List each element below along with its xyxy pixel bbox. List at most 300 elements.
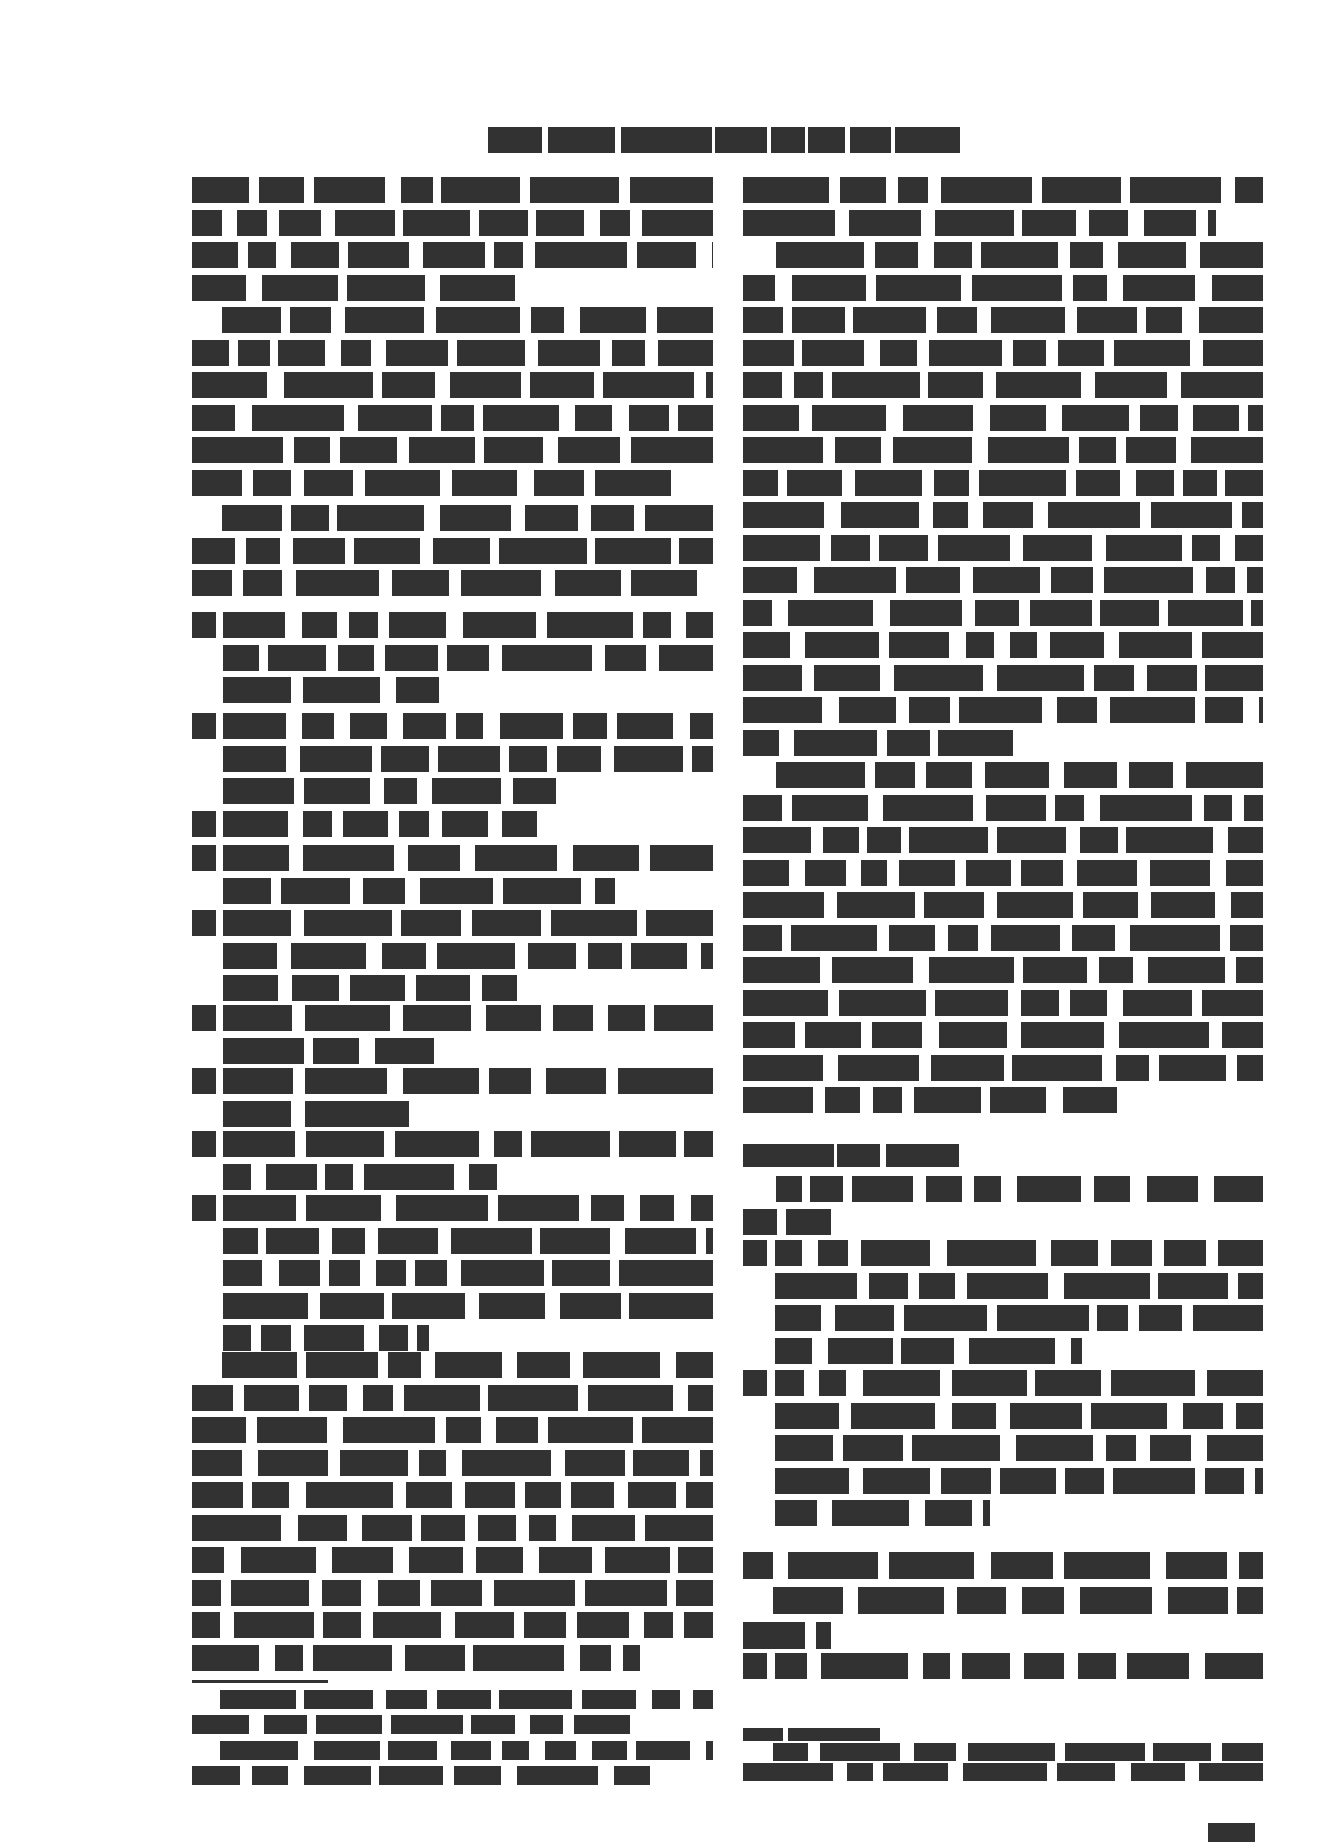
- redacted-word: [853, 307, 926, 333]
- paragraph-line: [743, 730, 1013, 756]
- redacted-word: [678, 405, 713, 431]
- redacted-word: [313, 1038, 359, 1064]
- paragraph-line: [192, 1715, 630, 1734]
- redacted-word: [935, 210, 1014, 236]
- paragraph-line: [776, 1176, 1263, 1202]
- redacted-word: [531, 1131, 610, 1157]
- redacted-word: [983, 502, 1033, 528]
- redacted-word: [642, 1417, 713, 1443]
- redacted-word: [440, 505, 511, 531]
- redacted-word: [985, 762, 1049, 788]
- redacted-word: [517, 1352, 570, 1378]
- redacted-word: [524, 1612, 566, 1638]
- redacted-word: [975, 600, 1019, 626]
- redacted-word: [837, 892, 915, 918]
- list-item-line: [223, 1325, 429, 1351]
- redacted-word: [887, 730, 930, 756]
- redacted-word: [818, 1240, 848, 1266]
- redacted-word: [238, 340, 270, 366]
- redacted-word: [890, 600, 962, 626]
- list-item-line: [775, 1370, 1263, 1396]
- redacted-word: [486, 1005, 541, 1031]
- redacted-word: [743, 567, 797, 593]
- redacted-word: [835, 437, 881, 463]
- redacted-word: [452, 470, 517, 496]
- redacted-word: [743, 990, 828, 1016]
- redacted-word: [1205, 697, 1243, 723]
- redacted-word: [553, 1005, 593, 1031]
- redacted-word: [1236, 957, 1263, 983]
- redacted-word: [234, 1612, 314, 1638]
- redacted-word: [577, 1612, 629, 1638]
- redacted-word: [973, 567, 1040, 593]
- redacted-word: [743, 307, 783, 333]
- redacted-word: [192, 1580, 221, 1606]
- redacted-word: [1106, 1435, 1136, 1461]
- redacted-word: [926, 1176, 962, 1202]
- redacted-word: [241, 1547, 316, 1573]
- redacted-word: [483, 405, 559, 431]
- redacted-word: [1077, 307, 1137, 333]
- redacted-word: [1099, 957, 1133, 983]
- redacted-word: [454, 1766, 501, 1785]
- paragraph-line: [192, 538, 713, 564]
- redacted-word: [1119, 632, 1192, 658]
- redacted-word: [192, 1417, 246, 1443]
- redacted-word: [1144, 210, 1196, 236]
- redacted-word: [222, 505, 282, 531]
- redacted-word: [939, 1022, 1007, 1048]
- redacted-word: [509, 746, 547, 772]
- redacted-word: [223, 778, 294, 804]
- redacted-word: [530, 177, 619, 203]
- redacted-word: [473, 1645, 564, 1671]
- redacted-word: [275, 1645, 303, 1671]
- redacted-word: [304, 910, 392, 936]
- redacted-word: [938, 535, 1010, 561]
- redacted-word: [257, 1417, 327, 1443]
- redacted-word: [743, 437, 823, 463]
- redacted-word: [437, 943, 515, 969]
- redacted-word: [1205, 1468, 1244, 1494]
- redacted-word: [788, 600, 873, 626]
- redacted-word: [284, 372, 373, 398]
- redacted-word: [545, 1741, 576, 1760]
- redacted-word: [899, 860, 955, 886]
- redacted-word: [192, 1385, 233, 1411]
- redacted-word: [322, 1580, 361, 1606]
- paragraph-line: [743, 892, 1263, 918]
- redacted-word: [529, 1515, 556, 1541]
- redacted-word: [990, 405, 1046, 431]
- redacted-word: [1126, 827, 1213, 853]
- redacted-word: [1064, 762, 1117, 788]
- redacted-word: [222, 1352, 297, 1378]
- redacted-word: [340, 1450, 408, 1476]
- redacted-word: [658, 340, 713, 366]
- redacted-word: [595, 878, 615, 904]
- redacted-word: [743, 1552, 773, 1579]
- redacted-word: [1057, 697, 1097, 723]
- redacted-word: [968, 1743, 1055, 1761]
- paragraph-line: [192, 275, 515, 301]
- redacted-word: [776, 762, 865, 788]
- redacted-word: [654, 1005, 713, 1031]
- redacted-word: [1199, 307, 1263, 333]
- redacted-word: [1218, 1240, 1263, 1266]
- redacted-word: [192, 538, 235, 564]
- redacted-word: [1164, 1240, 1206, 1266]
- redacted-word: [743, 340, 794, 366]
- redacted-word: [1023, 957, 1087, 983]
- paragraph-line: [192, 1417, 713, 1443]
- redacted-word: [1235, 535, 1263, 561]
- redacted-word: [259, 177, 304, 203]
- redacted-word: [1130, 925, 1220, 951]
- redacted-word: [637, 242, 696, 268]
- redacted-word: [952, 1370, 1027, 1396]
- list-item-line: [223, 910, 713, 936]
- paragraph-line: [743, 925, 1263, 951]
- redacted-word: [558, 437, 620, 463]
- list-item-line: [223, 1228, 713, 1254]
- redacted-word: [1244, 795, 1263, 821]
- list-item-line: [775, 1240, 1263, 1266]
- paragraph-line: [192, 1612, 713, 1638]
- redacted-word: [580, 307, 646, 333]
- redacted-word: [743, 177, 829, 203]
- redacted-word: [678, 1547, 713, 1573]
- redacted-word: [585, 1580, 667, 1606]
- redacted-word: [253, 470, 291, 496]
- redacted-word: [933, 502, 968, 528]
- redacted-word: [676, 1580, 713, 1606]
- list-number-marker: [743, 1370, 767, 1396]
- redacted-word: [1013, 340, 1046, 366]
- redacted-word: [220, 1741, 298, 1760]
- redacted-word: [684, 1612, 713, 1638]
- redacted-word: [223, 975, 278, 1001]
- list-item-line: [223, 1164, 497, 1190]
- redacted-word: [316, 1715, 382, 1734]
- redacted-word: [546, 1068, 606, 1094]
- redacted-word: [692, 746, 713, 772]
- redacted-word: [743, 470, 778, 496]
- paragraph-line: [220, 1690, 713, 1709]
- redacted-word: [332, 1228, 365, 1254]
- redacted-word: [354, 538, 420, 564]
- redacted-word: [350, 713, 387, 739]
- redacted-word: [551, 910, 637, 936]
- redacted-word: [788, 1728, 880, 1741]
- redacted-word: [1048, 502, 1140, 528]
- redacted-word: [743, 405, 799, 431]
- redacted-word: [858, 1587, 944, 1614]
- redacted-word: [880, 340, 917, 366]
- paragraph-line: [743, 1022, 1263, 1048]
- redacted-word: [875, 242, 918, 268]
- redacted-word: [1151, 892, 1215, 918]
- redacted-word: [823, 827, 859, 853]
- paragraph-line: [743, 990, 1263, 1016]
- redacted-word: [825, 1087, 860, 1113]
- redacted-word: [461, 570, 541, 596]
- redacted-word: [935, 990, 1008, 1016]
- redacted-word: [1022, 1587, 1064, 1614]
- redacted-word: [557, 746, 601, 772]
- redacted-word: [775, 1468, 849, 1494]
- paragraph-line: [192, 437, 713, 463]
- redacted-word: [575, 405, 612, 431]
- redacted-word: [1064, 1552, 1150, 1579]
- redacted-word: [420, 878, 493, 904]
- redacted-word: [1097, 1305, 1128, 1331]
- redacted-word: [612, 340, 645, 366]
- redacted-word: [997, 665, 1084, 691]
- list-number-marker: [743, 1240, 767, 1266]
- redacted-word: [1151, 502, 1232, 528]
- redacted-word: [972, 275, 1062, 301]
- redacted-word: [583, 1352, 660, 1378]
- redacted-word: [867, 827, 901, 853]
- redacted-word: [192, 177, 249, 203]
- redacted-word: [773, 1743, 808, 1761]
- redacted-word: [1104, 567, 1193, 593]
- redacted-word: [1126, 437, 1176, 463]
- redacted-word: [743, 1055, 823, 1081]
- redacted-word: [461, 1260, 544, 1286]
- redacted-word: [1010, 1403, 1082, 1429]
- redacted-word: [222, 307, 281, 333]
- list-item-line: [223, 612, 713, 638]
- redacted-word: [1118, 242, 1186, 268]
- paragraph-line: [743, 1209, 831, 1235]
- redacted-word: [979, 470, 1066, 496]
- redacted-word: [981, 242, 1058, 268]
- redacted-word: [690, 713, 713, 739]
- redacted-word: [929, 957, 1014, 983]
- redacted-word: [794, 372, 823, 398]
- redacted-word: [743, 860, 789, 886]
- redacted-word: [1116, 1055, 1149, 1081]
- end-of-article-mark: [1208, 1823, 1255, 1842]
- redacted-word: [223, 811, 288, 837]
- redacted-word: [580, 1645, 611, 1671]
- redacted-word: [883, 1763, 948, 1781]
- redacted-word: [488, 127, 542, 153]
- redacted-word: [246, 538, 280, 564]
- redacted-word: [820, 1743, 900, 1761]
- redacted-word: [223, 1228, 258, 1254]
- redacted-word: [261, 1325, 291, 1351]
- redacted-word: [1022, 210, 1076, 236]
- redacted-word: [1051, 1240, 1098, 1266]
- paragraph-line: [773, 1743, 1263, 1761]
- redacted-word: [603, 372, 694, 398]
- redacted-word: [688, 1385, 713, 1411]
- redacted-word: [314, 1741, 380, 1760]
- redacted-word: [743, 1728, 783, 1741]
- redacted-word: [479, 1293, 545, 1319]
- redacted-word: [1071, 1338, 1082, 1364]
- redacted-word: [1000, 1468, 1056, 1494]
- redacted-word: [873, 1087, 902, 1113]
- redacted-word: [388, 1741, 437, 1760]
- redacted-word: [1237, 1055, 1263, 1081]
- redacted-word: [1158, 1273, 1228, 1299]
- redacted-word: [792, 795, 868, 821]
- paragraph-line: [743, 1763, 1263, 1781]
- redacted-word: [363, 878, 405, 904]
- redacted-word: [517, 1766, 598, 1785]
- redacted-word: [1193, 405, 1239, 431]
- redacted-word: [291, 505, 329, 531]
- redacted-word: [904, 1305, 987, 1331]
- redacted-word: [300, 746, 372, 772]
- redacted-word: [631, 437, 713, 463]
- redacted-word: [192, 1766, 240, 1785]
- list-number-marker: [192, 1195, 216, 1221]
- redacted-word: [608, 1005, 645, 1031]
- redacted-word: [223, 845, 289, 871]
- redacted-word: [679, 538, 713, 564]
- redacted-word: [525, 1482, 561, 1508]
- redacted-word: [574, 1715, 630, 1734]
- redacted-word: [642, 210, 713, 236]
- redacted-word: [279, 1260, 320, 1286]
- redacted-word: [1228, 827, 1263, 853]
- redacted-word: [573, 845, 639, 871]
- redacted-word: [743, 957, 820, 983]
- paragraph-line: [192, 340, 713, 366]
- redacted-word: [192, 210, 222, 236]
- redacted-word: [879, 535, 928, 561]
- paragraph-line: [192, 1385, 713, 1411]
- redacted-word: [498, 1195, 579, 1221]
- redacted-word: [502, 1741, 529, 1760]
- redacted-word: [457, 340, 525, 366]
- redacted-word: [773, 1587, 843, 1614]
- redacted-word: [923, 1653, 950, 1679]
- redacted-word: [379, 1325, 408, 1351]
- redacted-word: [441, 177, 520, 203]
- paragraph-line: [192, 1515, 713, 1541]
- redacted-word: [469, 1164, 497, 1190]
- redacted-word: [914, 1743, 956, 1761]
- redacted-word: [392, 1293, 465, 1319]
- redacted-word: [1023, 535, 1092, 561]
- redacted-word: [494, 242, 523, 268]
- list-item-line: [223, 975, 517, 1001]
- paragraph-line: [192, 1580, 713, 1606]
- redacted-word: [1114, 340, 1190, 366]
- redacted-word: [614, 1766, 650, 1785]
- redacted-word: [629, 1293, 713, 1319]
- redacted-word: [502, 811, 537, 837]
- redacted-word: [1147, 665, 1197, 691]
- redacted-word: [814, 665, 880, 691]
- redacted-word: [433, 538, 490, 564]
- redacted-word: [502, 645, 592, 671]
- list-number-marker: [192, 910, 216, 936]
- redacted-word: [375, 1038, 434, 1064]
- redacted-word: [386, 1690, 427, 1709]
- paragraph-line: [192, 242, 713, 268]
- redacted-word: [382, 372, 435, 398]
- redacted-word: [462, 1450, 551, 1476]
- redacted-word: [841, 502, 919, 528]
- redacted-word: [223, 645, 259, 671]
- list-item-line: [223, 1101, 409, 1127]
- redacted-word: [258, 1450, 328, 1476]
- redacted-word: [223, 1164, 251, 1190]
- redacted-word: [384, 778, 417, 804]
- redacted-word: [304, 1690, 373, 1709]
- redacted-word: [548, 1417, 633, 1443]
- paragraph-line: [220, 1741, 713, 1760]
- list-number-marker: [192, 1005, 216, 1031]
- redacted-word: [1016, 1435, 1093, 1461]
- redacted-word: [743, 795, 782, 821]
- redacted-word: [644, 1612, 673, 1638]
- redacted-word: [447, 645, 489, 671]
- paragraph-line: [743, 1622, 831, 1649]
- redacted-word: [1130, 177, 1221, 203]
- redacted-word: [819, 1370, 846, 1396]
- paragraph-line: [743, 340, 1263, 366]
- redacted-word: [1148, 957, 1225, 983]
- redacted-word: [1237, 1587, 1263, 1614]
- redacted-word: [237, 210, 267, 236]
- redacted-word: [223, 1325, 251, 1351]
- redacted-word: [555, 570, 621, 596]
- redacted-word: [605, 1547, 670, 1573]
- redacted-word: [306, 1352, 378, 1378]
- redacted-word: [851, 1403, 935, 1429]
- redacted-word: [588, 943, 622, 969]
- redacted-word: [684, 1131, 713, 1157]
- redacted-word: [451, 1741, 491, 1760]
- paragraph-line: [773, 1587, 1263, 1614]
- redacted-word: [591, 1195, 624, 1221]
- redacted-word: [792, 307, 845, 333]
- redacted-word: [967, 1273, 1048, 1299]
- paragraph-line: [192, 1450, 713, 1476]
- redacted-word: [335, 210, 395, 236]
- redacted-word: [898, 177, 928, 203]
- list-item-line: [223, 1038, 434, 1064]
- redacted-word: [1110, 697, 1195, 723]
- redacted-word: [849, 210, 921, 236]
- redacted-word: [816, 1622, 831, 1649]
- redacted-word: [337, 505, 424, 531]
- redacted-word: [223, 1068, 293, 1094]
- redacted-word: [293, 538, 345, 564]
- redacted-word: [343, 1417, 435, 1443]
- list-number-marker: [192, 811, 216, 837]
- paragraph-line: [192, 1766, 650, 1785]
- redacted-word: [1065, 1743, 1145, 1761]
- redacted-word: [1222, 1743, 1263, 1761]
- redacted-word: [465, 1482, 515, 1508]
- redacted-word: [1030, 600, 1092, 626]
- redacted-word: [451, 1228, 532, 1254]
- redacted-word: [268, 645, 326, 671]
- redacted-word: [192, 340, 229, 366]
- redacted-word: [1051, 567, 1093, 593]
- paragraph-line: [743, 502, 1263, 528]
- redacted-word: [962, 1653, 1010, 1679]
